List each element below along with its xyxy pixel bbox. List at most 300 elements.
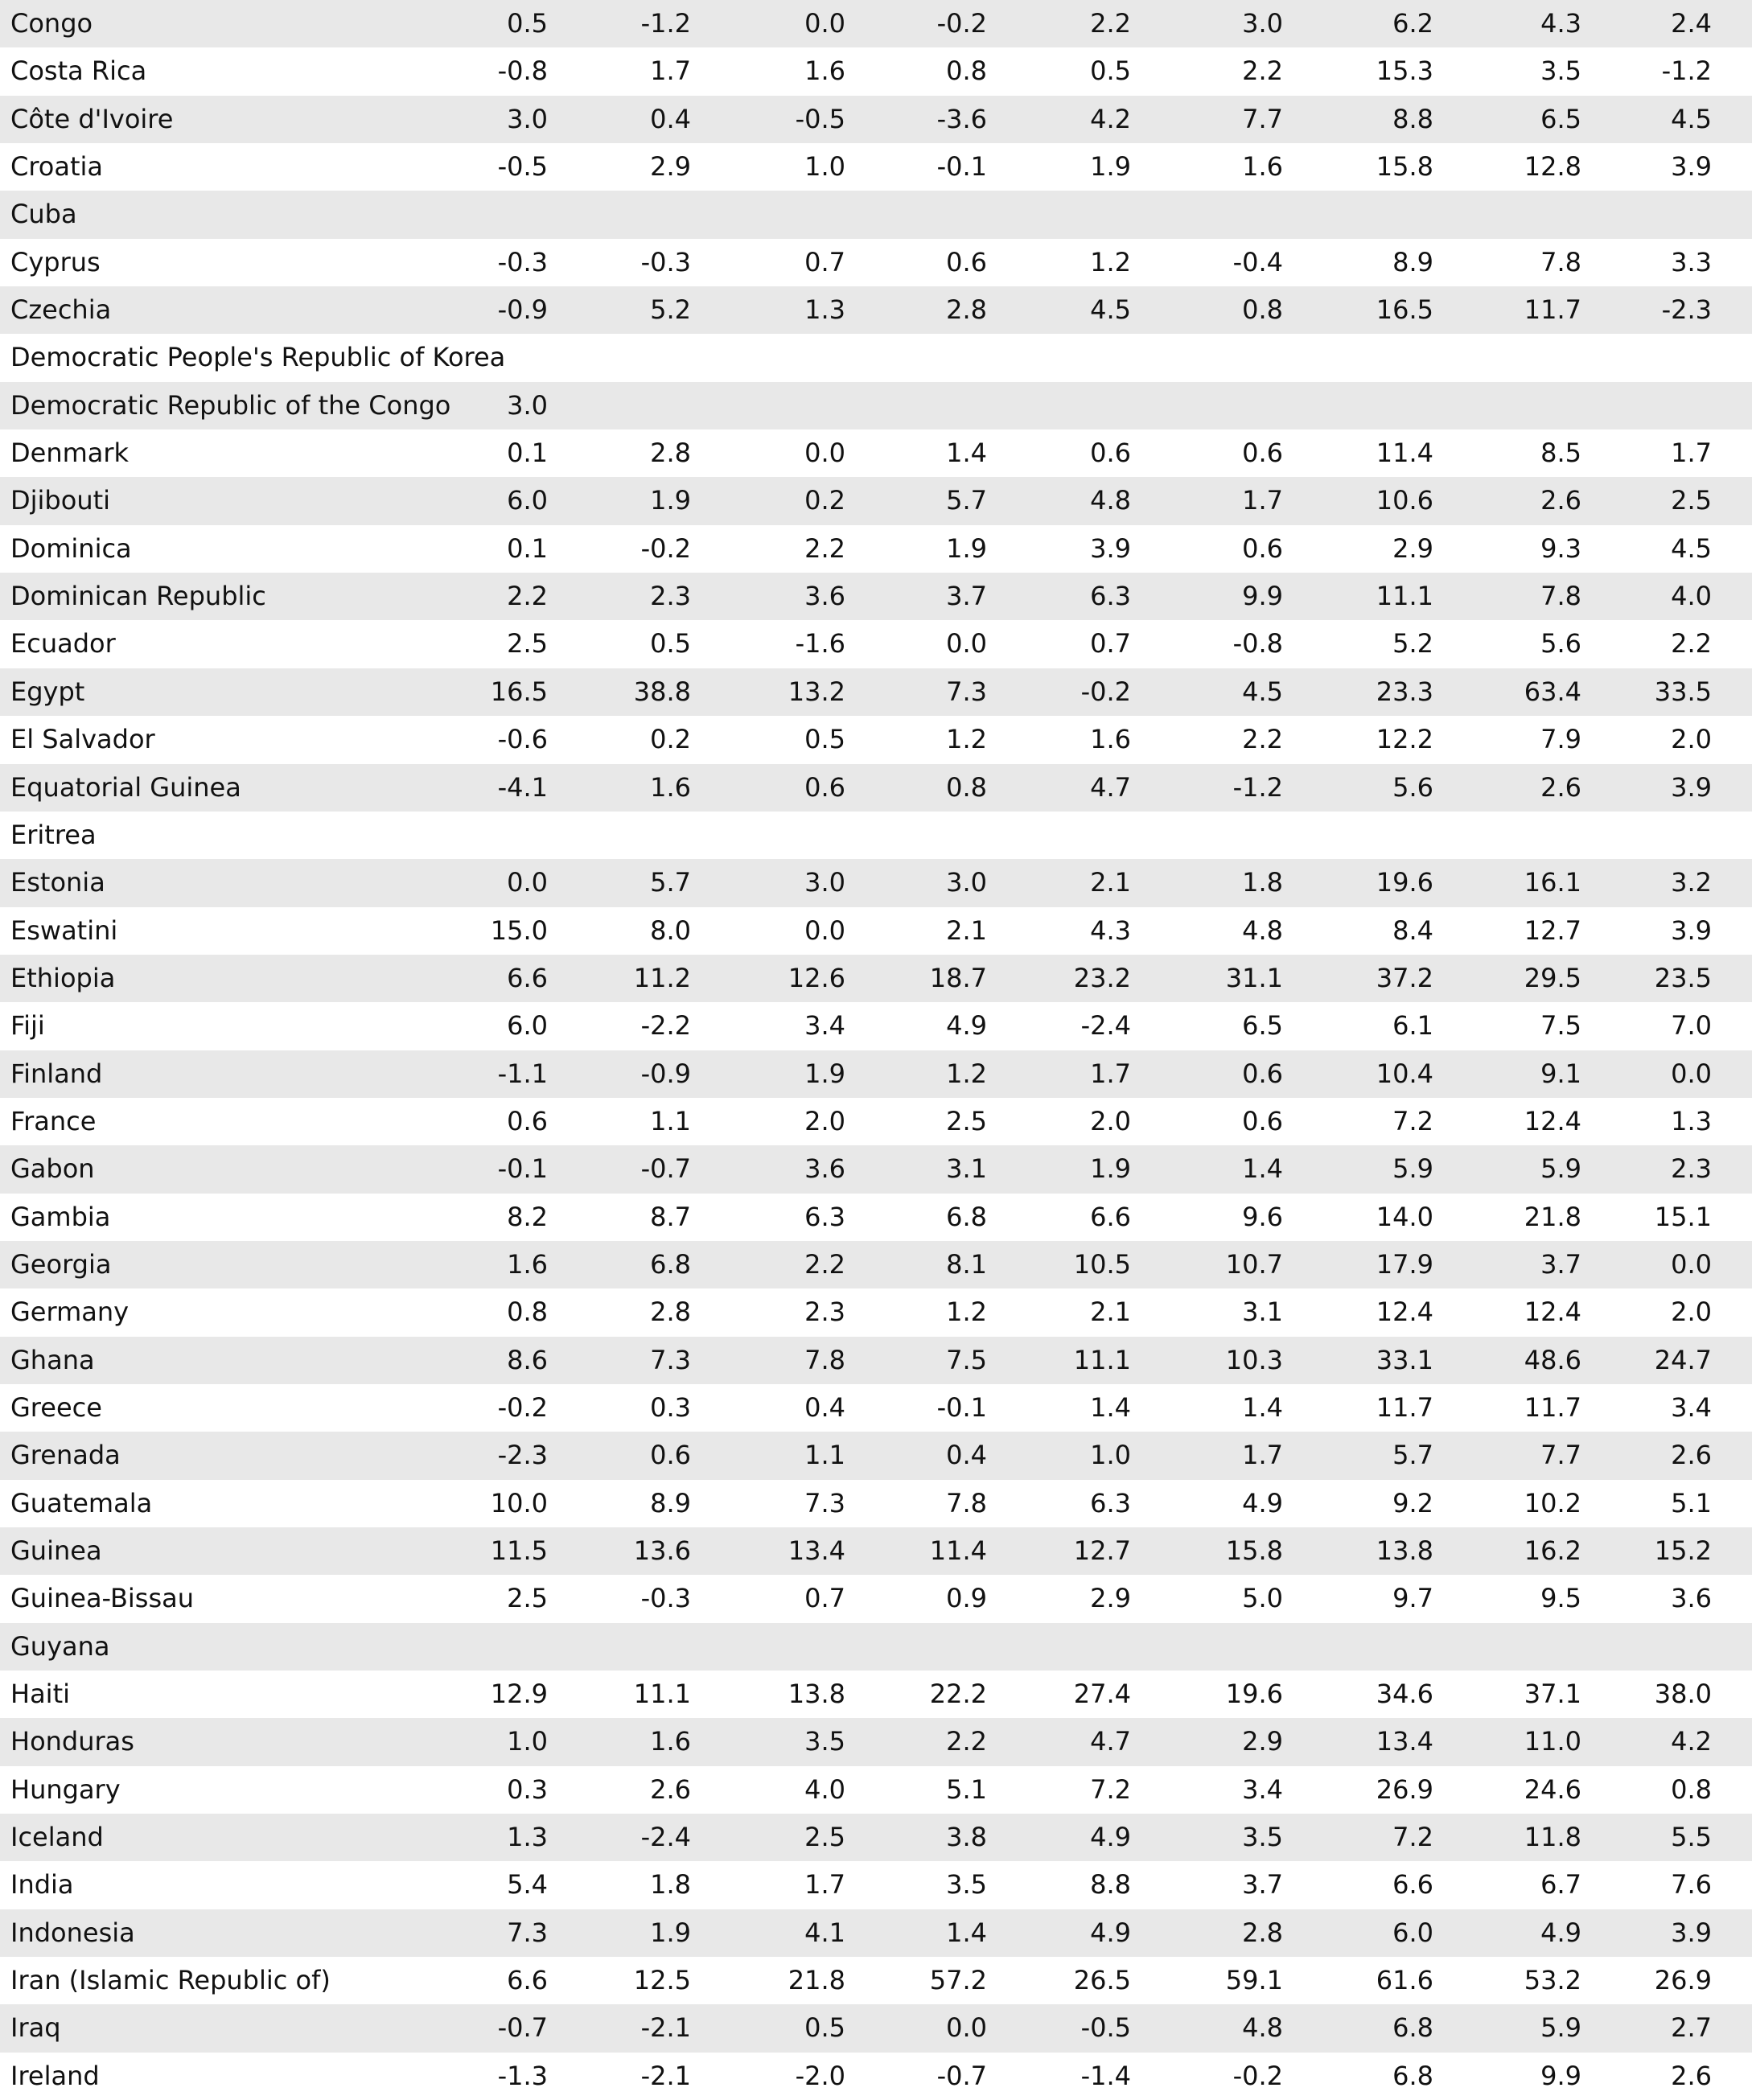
country-name-cell: Finland: [10, 1058, 103, 1089]
value-cell: [1002, 334, 1131, 381]
value-cell: 13.8: [1376, 1535, 1433, 1566]
value-cell: 10.3: [1225, 1344, 1283, 1375]
country-name-cell: Dominica: [10, 532, 132, 564]
table-row: [0, 47, 1752, 95]
value-cell: 4.5: [1242, 676, 1283, 707]
table-row: [0, 191, 1752, 238]
value-cell: 4.2: [1671, 1726, 1712, 1757]
value-cell: 7.5: [1540, 1010, 1581, 1042]
value-cell: 13.8: [788, 1679, 845, 1710]
value-cell: 4.5: [1671, 532, 1712, 564]
value-cell: [717, 1623, 845, 1671]
value-cell: -2.1: [640, 2060, 691, 2091]
value-cell: 4.0: [804, 1773, 845, 1805]
value-cell: 0.0: [946, 2012, 987, 2044]
table-row: [0, 716, 1752, 763]
value-cell: 12.5: [633, 1965, 691, 1996]
value-cell: 15.3: [1376, 55, 1433, 87]
table-row: [0, 286, 1752, 334]
value-cell: -0.3: [640, 1583, 691, 1614]
table-row: [0, 1145, 1752, 1193]
table-row: [0, 1384, 1752, 1432]
value-cell: 5.2: [1392, 628, 1433, 660]
table-row: [0, 1002, 1752, 1050]
value-cell: -1.2: [640, 8, 691, 39]
value-cell: 10.5: [1073, 1248, 1131, 1280]
value-cell: 1.6: [650, 771, 691, 803]
country-name-cell: Greece: [10, 1391, 102, 1423]
value-cell: 1.4: [1242, 1153, 1283, 1185]
value-cell: 1.2: [946, 724, 987, 755]
value-cell: -0.2: [936, 8, 987, 39]
value-cell: 6.6: [1090, 1201, 1131, 1232]
value-cell: 2.1: [1090, 1297, 1131, 1328]
value-cell: 6.7: [1540, 1869, 1581, 1901]
country-name-cell: Democratic Republic of the Congo: [10, 389, 451, 421]
value-cell: [858, 1623, 987, 1671]
value-cell: 8.9: [1392, 246, 1433, 277]
value-cell: 2.9: [1090, 1583, 1131, 1614]
value-cell: 4.8: [1242, 914, 1283, 946]
value-cell: 0.3: [650, 1391, 691, 1423]
value-cell: 14.0: [1376, 1201, 1433, 1232]
value-cell: 9.9: [1242, 581, 1283, 612]
value-cell: 15.0: [490, 914, 548, 946]
value-cell: 38.0: [1654, 1679, 1712, 1710]
value-cell: 1.0: [507, 1726, 548, 1757]
value-cell: [1154, 191, 1283, 238]
value-cell: 61.6: [1376, 1965, 1433, 1996]
value-cell: [1583, 382, 1712, 429]
value-cell: 7.3: [946, 676, 987, 707]
value-cell: 11.0: [1524, 1726, 1581, 1757]
country-name-cell: Georgia: [10, 1248, 112, 1280]
table-row: [0, 1718, 1752, 1765]
value-cell: 4.3: [1540, 8, 1581, 39]
value-cell: 6.5: [1540, 103, 1581, 134]
value-cell: 10.6: [1376, 485, 1433, 516]
value-cell: 1.1: [804, 1440, 845, 1471]
country-name-cell: Germany: [10, 1297, 130, 1328]
value-cell: -2.1: [640, 2012, 691, 2044]
value-cell: 13.2: [788, 676, 845, 707]
country-name-cell: Djibouti: [10, 485, 111, 516]
value-cell: 5.4: [507, 1869, 548, 1901]
value-cell: 3.0: [946, 867, 987, 898]
value-cell: 2.2: [507, 581, 548, 612]
value-cell: -0.8: [1232, 628, 1283, 660]
value-cell: 11.4: [929, 1535, 987, 1566]
value-cell: 15.8: [1225, 1535, 1283, 1566]
value-cell: 4.1: [804, 1917, 845, 1948]
value-cell: 11.1: [1073, 1344, 1131, 1375]
country-name-cell: Grenada: [10, 1440, 121, 1471]
table-row: [0, 955, 1752, 1002]
value-cell: 12.7: [1524, 914, 1581, 946]
value-cell: 2.4: [1671, 8, 1712, 39]
value-cell: 0.5: [804, 2012, 845, 2044]
value-cell: 0.7: [804, 246, 845, 277]
country-name-cell: Iran (Islamic Republic of): [10, 1965, 331, 1996]
value-cell: [858, 812, 987, 859]
value-cell: 7.3: [804, 1487, 845, 1518]
table-row: [0, 1575, 1752, 1622]
value-cell: -0.5: [1080, 2012, 1131, 2044]
value-cell: -2.4: [640, 1822, 691, 1853]
value-cell: 3.9: [1671, 914, 1712, 946]
value-cell: [717, 191, 845, 238]
country-name-cell: Iraq: [10, 2012, 61, 2044]
country-name-cell: Fiji: [10, 1010, 45, 1042]
value-cell: -0.1: [936, 1391, 987, 1423]
value-cell: [562, 382, 691, 429]
value-cell: 18.7: [929, 962, 987, 993]
value-cell: 63.4: [1524, 676, 1581, 707]
value-cell: 9.3: [1540, 532, 1581, 564]
value-cell: 2.7: [1671, 2012, 1712, 2044]
value-cell: -0.4: [1232, 246, 1283, 277]
value-cell: 3.8: [946, 1822, 987, 1853]
value-cell: 13.4: [1376, 1726, 1433, 1757]
value-cell: 26.5: [1073, 1965, 1131, 1996]
country-name-cell: Czechia: [10, 294, 112, 326]
value-cell: 2.6: [650, 1773, 691, 1805]
value-cell: 1.0: [804, 151, 845, 183]
value-cell: 6.6: [507, 962, 548, 993]
value-cell: -0.9: [640, 1058, 691, 1089]
value-cell: 21.8: [1524, 1201, 1581, 1232]
value-cell: [1453, 191, 1581, 238]
country-name-cell: Côte d'Ivoire: [10, 103, 174, 134]
value-cell: 1.6: [1242, 151, 1283, 183]
value-cell: 3.7: [1540, 1248, 1581, 1280]
value-cell: 1.8: [650, 1869, 691, 1901]
table-row: [0, 812, 1752, 859]
value-cell: [1002, 191, 1131, 238]
table-row: [0, 143, 1752, 191]
value-cell: 4.7: [1090, 771, 1131, 803]
value-cell: 2.5: [507, 628, 548, 660]
value-cell: [419, 191, 548, 238]
value-cell: 1.0: [1090, 1440, 1131, 1471]
value-cell: -0.8: [497, 55, 548, 87]
value-cell: 16.1: [1524, 867, 1581, 898]
value-cell: 11.2: [633, 962, 691, 993]
country-name-cell: India: [10, 1869, 74, 1901]
country-name-cell: Guatemala: [10, 1487, 153, 1518]
value-cell: 2.5: [1671, 485, 1712, 516]
value-cell: [1305, 334, 1433, 381]
value-cell: [419, 1623, 548, 1671]
value-cell: 2.2: [1242, 55, 1283, 87]
value-cell: 1.1: [650, 1105, 691, 1136]
value-cell: 2.3: [650, 581, 691, 612]
table-row: [0, 429, 1752, 477]
value-cell: 7.3: [507, 1917, 548, 1948]
value-cell: [1583, 1623, 1712, 1671]
value-cell: 12.4: [1524, 1297, 1581, 1328]
value-cell: 1.7: [1242, 1440, 1283, 1471]
table-row: [0, 1814, 1752, 1861]
value-cell: 7.6: [1671, 1869, 1712, 1901]
value-cell: 7.0: [1671, 1010, 1712, 1042]
value-cell: 0.5: [650, 628, 691, 660]
country-name-cell: Gambia: [10, 1201, 111, 1232]
country-name-cell: Guyana: [10, 1630, 110, 1662]
value-cell: 6.3: [804, 1201, 845, 1232]
value-cell: 53.2: [1524, 1965, 1581, 1996]
value-cell: [562, 191, 691, 238]
value-cell: -0.9: [497, 294, 548, 326]
value-cell: 0.5: [804, 724, 845, 755]
value-cell: 12.6: [788, 962, 845, 993]
value-cell: 2.0: [804, 1105, 845, 1136]
value-cell: 5.6: [1540, 628, 1581, 660]
value-cell: 5.6: [1392, 771, 1433, 803]
value-cell: 11.5: [490, 1535, 548, 1566]
value-cell: 0.6: [804, 771, 845, 803]
table-row: [0, 96, 1752, 143]
value-cell: 3.6: [804, 581, 845, 612]
value-cell: 7.2: [1392, 1105, 1433, 1136]
table-row: [0, 1288, 1752, 1336]
value-cell: 8.9: [650, 1487, 691, 1518]
value-cell: 5.9: [1540, 1153, 1581, 1185]
value-cell: 6.3: [1090, 581, 1131, 612]
value-cell: 4.9: [946, 1010, 987, 1042]
value-cell: [1002, 812, 1131, 859]
value-cell: [1305, 1623, 1433, 1671]
value-cell: 6.8: [1392, 2012, 1433, 2044]
table-row: [0, 1527, 1752, 1575]
value-cell: 2.2: [1671, 628, 1712, 660]
value-cell: 0.9: [946, 1583, 987, 1614]
value-cell: 0.6: [507, 1105, 548, 1136]
value-cell: 3.7: [946, 581, 987, 612]
value-cell: [858, 334, 987, 381]
table-row: [0, 1766, 1752, 1814]
value-cell: 11.4: [1376, 438, 1433, 469]
value-cell: [1453, 1623, 1581, 1671]
value-cell: 6.5: [1242, 1010, 1283, 1042]
value-cell: 0.4: [650, 103, 691, 134]
value-cell: 31.1: [1225, 962, 1283, 993]
value-cell: 33.5: [1654, 676, 1712, 707]
value-cell: 7.8: [804, 1344, 845, 1375]
value-cell: 24.6: [1524, 1773, 1581, 1805]
country-name-cell: El Salvador: [10, 724, 155, 755]
value-cell: -0.2: [1080, 676, 1131, 707]
value-cell: 8.0: [650, 914, 691, 946]
value-cell: 4.9: [1540, 1917, 1581, 1948]
value-cell: 6.0: [507, 485, 548, 516]
value-cell: 23.2: [1073, 962, 1131, 993]
value-cell: 3.5: [804, 1726, 845, 1757]
country-name-cell: Cuba: [10, 199, 77, 230]
value-cell: [1305, 382, 1433, 429]
value-cell: 3.9: [1090, 532, 1131, 564]
value-cell: 6.8: [1392, 2060, 1433, 2091]
value-cell: 6.8: [946, 1201, 987, 1232]
value-cell: 11.1: [633, 1679, 691, 1710]
value-cell: 11.7: [1524, 294, 1581, 326]
country-name-cell: Honduras: [10, 1726, 134, 1757]
value-cell: -0.2: [497, 1391, 548, 1423]
value-cell: 17.9: [1376, 1248, 1433, 1280]
value-cell: 1.6: [1090, 724, 1131, 755]
value-cell: 0.0: [804, 914, 845, 946]
value-cell: 5.7: [1392, 1440, 1433, 1471]
value-cell: -0.2: [640, 532, 691, 564]
value-cell: 3.0: [507, 389, 548, 421]
value-cell: [1583, 191, 1712, 238]
table-row: [0, 334, 1752, 381]
value-cell: 2.2: [1090, 8, 1131, 39]
value-cell: 4.7: [1090, 1726, 1131, 1757]
value-cell: 1.4: [1242, 1391, 1283, 1423]
value-cell: 0.2: [650, 724, 691, 755]
country-name-cell: Estonia: [10, 867, 105, 898]
value-cell: 1.7: [650, 55, 691, 87]
value-cell: -1.4: [1080, 2060, 1131, 2091]
country-name-cell: Eswatini: [10, 914, 118, 946]
value-cell: 5.7: [650, 867, 691, 898]
value-cell: 2.9: [1392, 532, 1433, 564]
value-cell: 1.4: [946, 1917, 987, 1948]
value-cell: [717, 812, 845, 859]
value-cell: 34.6: [1376, 1679, 1433, 1710]
value-cell: 38.8: [633, 676, 691, 707]
value-cell: 5.0: [1242, 1583, 1283, 1614]
country-name-cell: Democratic People's Republic of Korea: [10, 342, 506, 373]
value-cell: 3.0: [507, 103, 548, 134]
value-cell: [717, 382, 845, 429]
value-cell: 7.2: [1392, 1822, 1433, 1853]
value-cell: 5.9: [1540, 2012, 1581, 2044]
value-cell: 0.6: [1242, 532, 1283, 564]
value-cell: 4.2: [1090, 103, 1131, 134]
value-cell: -0.6: [497, 724, 548, 755]
value-cell: 0.8: [507, 1297, 548, 1328]
table-row: [0, 0, 1752, 47]
value-cell: 6.2: [1392, 8, 1433, 39]
value-cell: 59.1: [1225, 1965, 1283, 1996]
value-cell: 0.5: [507, 8, 548, 39]
country-name-cell: Ghana: [10, 1344, 95, 1375]
value-cell: 11.8: [1524, 1822, 1581, 1853]
table-row: [0, 1050, 1752, 1098]
value-cell: -2.2: [640, 1010, 691, 1042]
value-cell: -0.3: [497, 246, 548, 277]
value-cell: 1.3: [507, 1822, 548, 1853]
value-cell: 5.1: [1671, 1487, 1712, 1518]
value-cell: -2.4: [1080, 1010, 1131, 1042]
value-cell: [1453, 812, 1581, 859]
value-cell: 12.7: [1073, 1535, 1131, 1566]
value-cell: 3.2: [1671, 867, 1712, 898]
value-cell: 3.4: [804, 1010, 845, 1042]
value-cell: 4.5: [1090, 294, 1131, 326]
value-cell: 26.9: [1376, 1773, 1433, 1805]
value-cell: [1154, 1623, 1283, 1671]
value-cell: 2.0: [1671, 724, 1712, 755]
value-cell: 15.8: [1376, 151, 1433, 183]
value-cell: 9.2: [1392, 1487, 1433, 1518]
country-name-cell: Denmark: [10, 438, 130, 469]
value-cell: 8.7: [650, 1201, 691, 1232]
value-cell: -1.1: [497, 1058, 548, 1089]
value-cell: 2.3: [804, 1297, 845, 1328]
value-cell: -0.5: [497, 151, 548, 183]
value-cell: 9.6: [1242, 1201, 1283, 1232]
table-row: [0, 2053, 1752, 2100]
value-cell: 0.6: [650, 1440, 691, 1471]
country-name-cell: Dominican Republic: [10, 581, 266, 612]
value-cell: 0.4: [804, 1391, 845, 1423]
value-cell: 1.9: [650, 485, 691, 516]
table-row: [0, 1432, 1752, 1479]
value-cell: 8.8: [1090, 1869, 1131, 1901]
value-cell: 5.2: [650, 294, 691, 326]
country-name-cell: Eritrea: [10, 819, 97, 850]
value-cell: 2.3: [1671, 1153, 1712, 1185]
value-cell: 0.7: [804, 1583, 845, 1614]
table-row: [0, 1241, 1752, 1288]
value-cell: 1.9: [650, 1917, 691, 1948]
value-cell: 9.1: [1540, 1058, 1581, 1089]
value-cell: 0.8: [1242, 294, 1283, 326]
value-cell: 7.5: [946, 1344, 987, 1375]
value-cell: 0.3: [507, 1773, 548, 1805]
value-cell: [717, 334, 845, 381]
value-cell: -1.6: [795, 628, 845, 660]
value-cell: -2.0: [795, 2060, 845, 2091]
value-cell: 0.5: [1090, 55, 1131, 87]
value-cell: 0.0: [507, 867, 548, 898]
value-cell: 19.6: [1225, 1679, 1283, 1710]
value-cell: 4.8: [1090, 485, 1131, 516]
value-cell: 7.7: [1242, 103, 1283, 134]
table-row: [0, 1671, 1752, 1718]
value-cell: [1583, 334, 1712, 381]
table-row: [0, 668, 1752, 716]
value-cell: 13.4: [788, 1535, 845, 1566]
value-cell: 5.1: [946, 1773, 987, 1805]
value-cell: 4.9: [1090, 1822, 1131, 1853]
value-cell: 8.5: [1540, 438, 1581, 469]
value-cell: 3.4: [1242, 1773, 1283, 1805]
value-cell: -4.1: [497, 771, 548, 803]
value-cell: 11.7: [1524, 1391, 1581, 1423]
country-name-cell: Cyprus: [10, 246, 101, 277]
value-cell: 2.5: [804, 1822, 845, 1853]
value-cell: 5.5: [1671, 1822, 1712, 1853]
value-cell: [1002, 382, 1131, 429]
value-cell: 1.9: [1090, 151, 1131, 183]
value-cell: 10.0: [490, 1487, 548, 1518]
value-cell: 4.9: [1090, 1917, 1131, 1948]
value-cell: [858, 191, 987, 238]
value-cell: 2.5: [507, 1583, 548, 1614]
value-cell: 5.7: [946, 485, 987, 516]
value-cell: 0.4: [946, 1440, 987, 1471]
value-cell: 0.8: [946, 55, 987, 87]
value-cell: -1.2: [1661, 55, 1712, 87]
value-cell: 12.9: [490, 1679, 548, 1710]
value-cell: 2.8: [650, 438, 691, 469]
value-cell: 11.1: [1376, 581, 1433, 612]
value-cell: [419, 812, 548, 859]
